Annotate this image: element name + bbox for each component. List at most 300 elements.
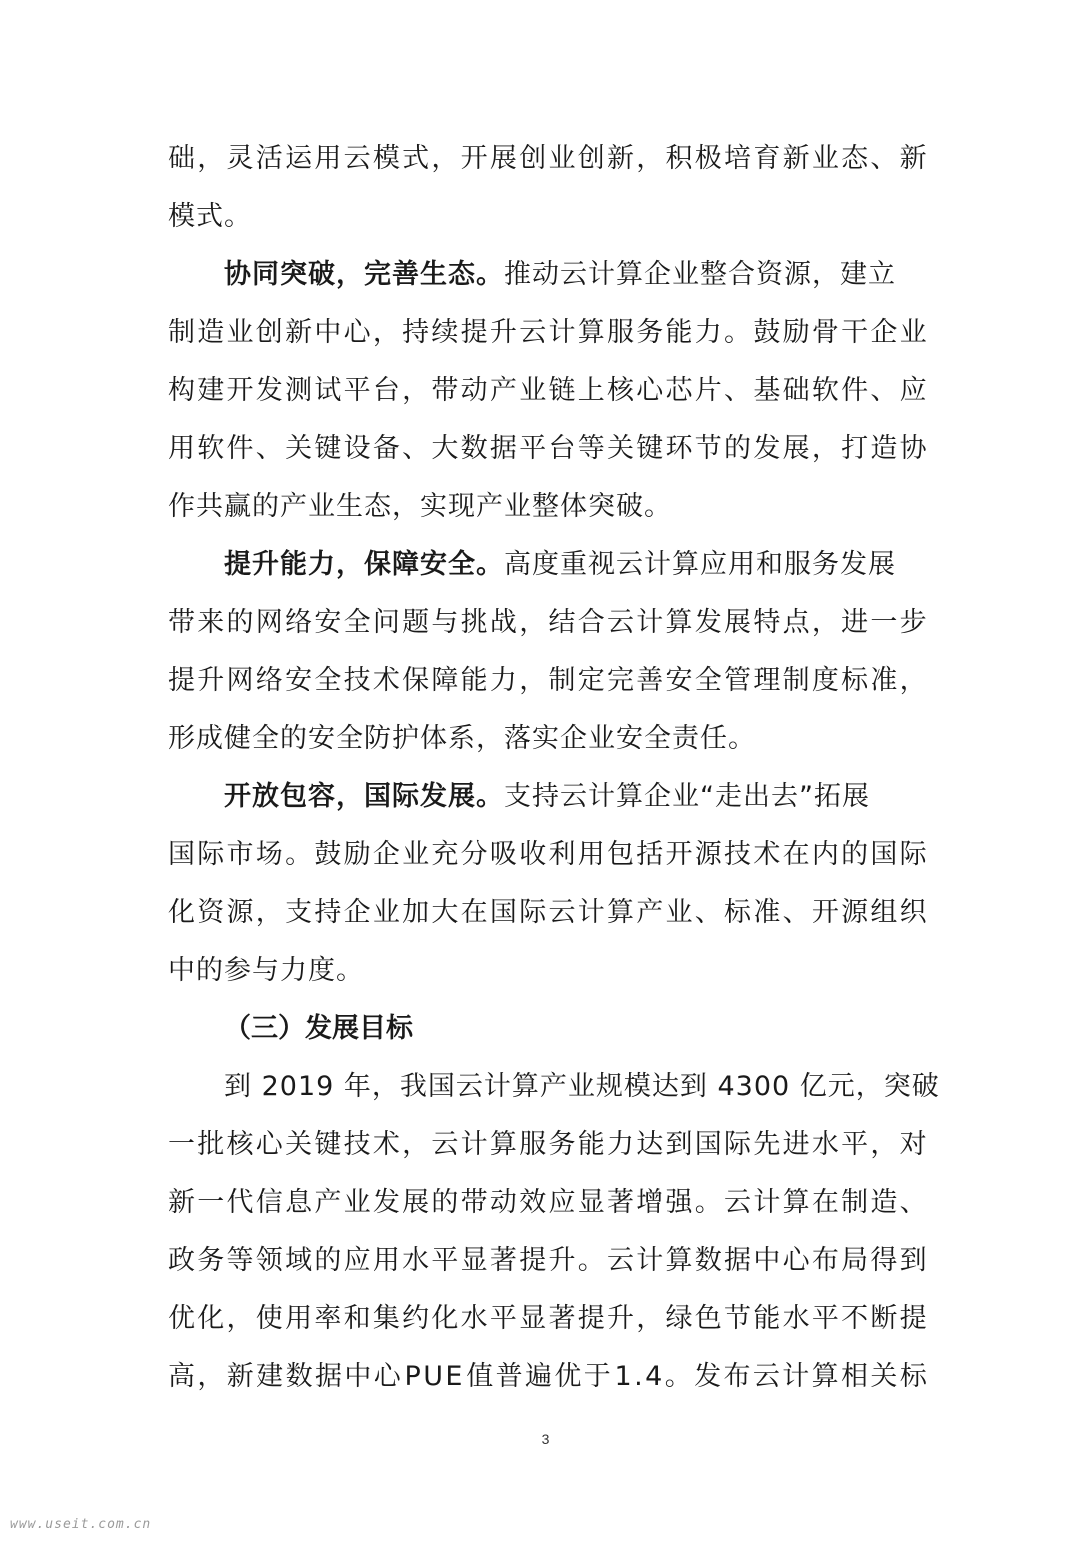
text-char: 准 (753, 897, 782, 928)
text-char: 用 (577, 839, 606, 870)
text-char: 带 (431, 375, 460, 406)
text-char: 值 (466, 1361, 495, 1392)
text-char: 建 (197, 375, 226, 406)
text-char: 鼓 (314, 839, 343, 870)
bold-lead-text: 开放包容，国际发展。 (224, 781, 504, 812)
text-char: 结 (548, 607, 577, 638)
text-char: 计 (782, 1361, 811, 1392)
text-char: 进 (782, 1129, 811, 1160)
text-char: 发 (694, 1361, 723, 1392)
text-char: 安 (285, 665, 314, 696)
text-char: ， (811, 607, 840, 638)
text-run: 高度重视云计算应用和服务发展 (504, 549, 896, 580)
text-char: 高 (168, 1361, 196, 1392)
text-char: 、 (724, 375, 753, 406)
text-char: 效 (519, 1187, 548, 1218)
text-char: 术 (372, 665, 401, 696)
text-char: ， (636, 143, 665, 174)
text-char: 显 (519, 1303, 548, 1334)
paragraph-line (168, 652, 928, 710)
text-char: 链 (548, 375, 577, 406)
text-char: 动 (460, 375, 489, 406)
text-char: 到 (665, 1129, 694, 1160)
paragraph-line (168, 942, 928, 1000)
text-char: ， (899, 665, 928, 696)
text-char: 断 (870, 1303, 899, 1334)
text-char: 术 (372, 1129, 401, 1160)
text-char: 先 (753, 1129, 782, 1160)
text-char: 关 (606, 433, 635, 464)
text-char: 平 (841, 1129, 870, 1160)
paragraph-lead (224, 246, 896, 304)
text-char: 得 (870, 1245, 899, 1276)
text-char: 新 (285, 317, 314, 348)
text-char: 运 (285, 143, 314, 174)
text-char: 、 (782, 897, 811, 928)
text-char: 展 (402, 1187, 431, 1218)
text-char: 件 (841, 375, 870, 406)
text-char: ， (402, 375, 431, 406)
text-char: ， (226, 1303, 255, 1334)
text-char: 上 (577, 375, 606, 406)
text-char: 培 (724, 143, 753, 174)
text-char: 持 (314, 897, 343, 928)
text-char: 。 (724, 317, 753, 348)
text-char: 展 (782, 433, 811, 464)
text-char: 进 (841, 607, 870, 638)
text-char: 升 (606, 1303, 635, 1334)
text-char: 云 (606, 1245, 635, 1276)
text-char: ， (519, 665, 548, 696)
text-char: 优 (168, 1303, 196, 1334)
text-char: 布 (723, 1361, 752, 1392)
text-char: 国 (489, 897, 518, 928)
text-char: 算 (665, 1245, 694, 1276)
text-char: 等 (226, 1245, 255, 1276)
text-char: 点 (782, 607, 811, 638)
text-char: 云 (724, 1187, 753, 1218)
text-char: 计 (548, 317, 577, 348)
text-char: 全 (694, 665, 723, 696)
text-char: 增 (636, 1187, 665, 1218)
text-char: 中 (344, 1361, 373, 1392)
text-char: ， (519, 607, 548, 638)
text-char: 布 (811, 1245, 840, 1276)
text-char: 定 (577, 665, 606, 696)
text-char: 励 (343, 839, 372, 870)
paragraph-line (168, 768, 928, 826)
text-run: 作共赢的产业生态，实现产业整体突破。 (168, 491, 672, 522)
text-char: ， (197, 1361, 226, 1392)
text-char: 络 (285, 607, 314, 638)
paragraph-line (168, 1290, 928, 1348)
text-char: P (404, 1361, 422, 1392)
text-char: 制 (841, 1187, 870, 1218)
text-char: 源 (226, 897, 255, 928)
text-char: 显 (460, 1245, 489, 1276)
text-char: 极 (694, 143, 723, 174)
text-char: 使 (255, 1303, 284, 1334)
text-char: 平 (431, 1245, 460, 1276)
text-char: 应 (548, 1187, 577, 1218)
text-char: 收 (519, 839, 548, 870)
text-char: 绿 (665, 1303, 694, 1334)
text-char: 升 (197, 665, 226, 696)
text-char: 基 (753, 375, 782, 406)
text-char: 数 (694, 1245, 723, 1276)
text-char: 企 (372, 839, 401, 870)
text-char: 善 (636, 665, 665, 696)
text-char: 的 (431, 1187, 460, 1218)
paragraph-line (168, 826, 928, 884)
text-char: 开 (665, 839, 694, 870)
text-char: 展 (489, 143, 518, 174)
text-char: 不 (841, 1303, 870, 1334)
text-char: 一 (870, 607, 899, 638)
text-char: 际 (519, 897, 548, 928)
text-char: 算 (606, 897, 635, 928)
text-char: ， (431, 143, 460, 174)
text-char: 造 (870, 433, 899, 464)
text-char: 建 (256, 1361, 285, 1392)
text-char: 信 (255, 1187, 284, 1218)
text-char: 云 (519, 317, 548, 348)
text-char: 优 (554, 1361, 583, 1392)
text-char: 活 (255, 143, 284, 174)
text-char: 的 (314, 1245, 343, 1276)
text-char: 网 (226, 665, 255, 696)
text-char: 到 (899, 1245, 928, 1276)
text-char: 台 (372, 375, 401, 406)
text-char: 全 (314, 665, 343, 696)
paragraph-lead (224, 536, 896, 594)
paragraph-line (168, 478, 928, 536)
text-char: 的 (841, 839, 870, 870)
text-char: 业 (665, 897, 694, 928)
text-char: 核 (606, 375, 635, 406)
text-char: 服 (519, 1129, 548, 1160)
text-char: 问 (372, 607, 401, 638)
text-char: 安 (314, 607, 343, 638)
text-char: 骨 (811, 317, 840, 348)
text-char: 资 (197, 897, 226, 928)
text-char: 用 (314, 143, 343, 174)
paragraph-line (168, 420, 928, 478)
text-char: 、 (255, 433, 284, 464)
text-char: 、 (899, 1187, 928, 1218)
text-char: 企 (343, 897, 372, 928)
text-char: 中 (314, 317, 343, 348)
text-char: 育 (753, 143, 782, 174)
text-char: ， (636, 1303, 665, 1334)
text-char: 、 (870, 143, 899, 174)
text-char: 模 (372, 143, 401, 174)
text-char: 干 (841, 317, 870, 348)
text-char: 一 (197, 1187, 226, 1218)
text-char: 在 (460, 897, 489, 928)
text-char: 业 (811, 143, 840, 174)
text-char: 算 (489, 1129, 518, 1160)
text-char: 术 (753, 839, 782, 870)
text-char: 升 (548, 1245, 577, 1276)
text-char: 心 (782, 1245, 811, 1276)
text-char: 节 (694, 433, 723, 464)
text-char: 新 (226, 1361, 255, 1392)
text-char: 发 (372, 1187, 401, 1218)
text-char: 全 (343, 607, 372, 638)
text-char: 造 (197, 317, 226, 348)
text-char: 政 (168, 1245, 196, 1276)
text-char: 组 (870, 897, 899, 928)
text-char: 云 (431, 1129, 460, 1160)
text-char: 算 (577, 317, 606, 348)
text-char: 键 (314, 1129, 343, 1160)
text-char: 括 (636, 839, 665, 870)
text-char: 安 (665, 665, 694, 696)
text-char: 制 (168, 317, 196, 348)
text-char: 计 (460, 1129, 489, 1160)
text-char: 制 (782, 665, 811, 696)
text-char: 技 (724, 839, 753, 870)
text-char: 键 (314, 433, 343, 464)
text-char: 务 (636, 317, 665, 348)
text-char: 打 (841, 433, 870, 464)
text-char: 灵 (226, 143, 255, 174)
text-char: 芯 (665, 375, 694, 406)
text-char: 数 (460, 433, 489, 464)
text-char: 算 (665, 607, 694, 638)
text-char: 环 (665, 433, 694, 464)
text-char: 用 (168, 433, 196, 464)
text-char: 心 (636, 375, 665, 406)
text-char: 创 (519, 143, 548, 174)
text-char: 件 (226, 433, 255, 464)
text-char: 提 (577, 1303, 606, 1334)
paragraph-line (168, 1174, 928, 1232)
text-char: 。 (664, 1361, 693, 1392)
text-char: 著 (606, 1187, 635, 1218)
text-char: 技 (343, 1129, 372, 1160)
text-char: 创 (577, 143, 606, 174)
text-char: 水 (460, 1303, 489, 1334)
text-char: 关 (285, 433, 314, 464)
text-char: 产 (489, 375, 518, 406)
text-char: 分 (460, 839, 489, 870)
text-char: 鼓 (753, 317, 782, 348)
text-char: 新 (606, 143, 635, 174)
text-char: 大 (431, 433, 460, 464)
text-char: 局 (841, 1245, 870, 1276)
text-char: 新 (899, 143, 928, 174)
text-char: ， (870, 1129, 899, 1160)
text-char: 力 (694, 317, 723, 348)
text-char: 等 (577, 433, 606, 464)
text-char: 展 (724, 607, 753, 638)
text-char: 服 (606, 317, 635, 348)
text-char: 准 (870, 665, 899, 696)
paragraph-line (168, 1232, 928, 1290)
text-char: 化 (431, 1303, 460, 1334)
text-char: 平 (343, 375, 372, 406)
text-char: 云 (606, 607, 635, 638)
text-char: 提 (899, 1303, 928, 1334)
text-char: 业 (899, 317, 928, 348)
text-char: 键 (636, 433, 665, 464)
text-char: 提 (460, 317, 489, 348)
text-char: 础 (782, 375, 811, 406)
text-char: 4 (645, 1361, 664, 1392)
text-char: 标 (899, 1361, 928, 1392)
paragraph-line (168, 246, 928, 304)
text-char: 场 (255, 839, 284, 870)
text-char: 化 (197, 1303, 226, 1334)
text-char: 平 (519, 433, 548, 464)
text-char: 态 (841, 143, 870, 174)
text-char: 用 (372, 1245, 401, 1276)
text-char: . (634, 1361, 644, 1392)
text-char: 水 (782, 1303, 811, 1334)
paragraph-line (168, 1348, 928, 1406)
text-char: 试 (314, 375, 343, 406)
text-char: 、 (402, 433, 431, 464)
text-char: 算 (811, 1361, 840, 1392)
text-char: 著 (548, 1303, 577, 1334)
text-char: U (423, 1361, 444, 1392)
text-char: 在 (782, 839, 811, 870)
paragraph-line (168, 188, 928, 246)
text-char: 开 (460, 143, 489, 174)
document-body (168, 130, 940, 1406)
text-char: 完 (606, 665, 635, 696)
paragraph-line (168, 1058, 940, 1116)
text-char: 积 (665, 143, 694, 174)
text-char: 特 (753, 607, 782, 638)
text-char: 在 (811, 1187, 840, 1218)
text-char: 技 (343, 665, 372, 696)
text-char: 显 (577, 1187, 606, 1218)
text-char: 产 (314, 1187, 343, 1218)
text-char: 网 (255, 607, 284, 638)
text-char: 务 (197, 1245, 226, 1276)
text-char: 中 (753, 1245, 782, 1276)
text-run: 到 2019 年，我国云计算产业规模达到 4300 亿元，突破 (224, 1071, 940, 1102)
text-char: 率 (314, 1303, 343, 1334)
text-char: 际 (899, 839, 928, 870)
bold-lead-text: 提升能力，保障安全。 (224, 549, 504, 580)
text-char: 著 (489, 1245, 518, 1276)
text-char: 发 (694, 607, 723, 638)
text-char: 度 (811, 665, 840, 696)
text-char: 国 (870, 839, 899, 870)
text-char: 备 (372, 433, 401, 464)
text-char: 国 (168, 839, 196, 870)
text-char: 业 (343, 1187, 372, 1218)
text-char: 络 (255, 665, 284, 696)
text-char: 心 (373, 1361, 402, 1392)
text-char: 际 (197, 839, 226, 870)
text-char: E (445, 1361, 464, 1392)
text-char: 业 (548, 143, 577, 174)
text-char: 代 (226, 1187, 255, 1218)
text-char: 约 (402, 1303, 431, 1334)
text-char: 对 (899, 1129, 928, 1160)
text-char: 普 (495, 1361, 524, 1392)
text-char: 。 (694, 1187, 723, 1218)
text-char: 续 (431, 317, 460, 348)
paragraph-line (168, 594, 928, 652)
text-char: 、 (694, 897, 723, 928)
text-char: 动 (489, 1187, 518, 1218)
text-char: ， (811, 433, 840, 464)
text-char: 新 (168, 1187, 196, 1218)
text-char: 战 (489, 607, 518, 638)
text-run: 中的参与力度。 (168, 955, 364, 986)
text-char: 设 (343, 433, 372, 464)
text-char: 式 (402, 143, 431, 174)
page-number: 3 (541, 1431, 550, 1447)
text-char: 能 (753, 1303, 782, 1334)
text-char: 云 (548, 897, 577, 928)
text-char: 来 (197, 607, 226, 638)
text-char: 于 (583, 1361, 612, 1392)
text-char: 源 (841, 897, 870, 928)
text-char: 集 (372, 1303, 401, 1334)
text-char: 用 (285, 1303, 314, 1334)
text-char: 据 (724, 1245, 753, 1276)
text-char: 业 (519, 375, 548, 406)
paragraph-line (168, 1116, 928, 1174)
text-char: 关 (870, 1361, 899, 1392)
paragraph-line (168, 710, 928, 768)
text-char: 强 (665, 1187, 694, 1218)
text-char: 业 (372, 897, 401, 928)
text-char: 国 (694, 1129, 723, 1160)
text-char: 市 (226, 839, 255, 870)
text-char: 题 (402, 607, 431, 638)
text-char: 能 (577, 1129, 606, 1160)
text-char: ， (255, 897, 284, 928)
text-char: 域 (285, 1245, 314, 1276)
text-char: 制 (548, 665, 577, 696)
text-char: 持 (402, 317, 431, 348)
text-run: 推动云计算企业整合资源，建立 (504, 259, 896, 290)
text-char: 力 (606, 1129, 635, 1160)
text-char: 吸 (489, 839, 518, 870)
text-char: 业 (226, 317, 255, 348)
text-char: 化 (168, 897, 196, 928)
text-char: 理 (753, 665, 782, 696)
text-char: 合 (577, 607, 606, 638)
text-char: 标 (841, 665, 870, 696)
text-char: 平 (489, 1303, 518, 1334)
text-char: 计 (577, 897, 606, 928)
text-char: 新 (782, 143, 811, 174)
text-char: 达 (636, 1129, 665, 1160)
text-run: 形成健全的安全防护体系，落实企业安全责任。 (168, 723, 756, 754)
text-char: 节 (724, 1303, 753, 1334)
text-char: 计 (636, 607, 665, 638)
text-char: ， (372, 317, 401, 348)
text-char: 水 (402, 1245, 431, 1276)
text-char: 提 (168, 665, 196, 696)
paragraph-line (168, 884, 928, 942)
text-char: 开 (811, 897, 840, 928)
text-char: 云 (343, 143, 372, 174)
text-char: 障 (431, 665, 460, 696)
text-char: 业 (402, 839, 431, 870)
text-char: 协 (899, 433, 928, 464)
text-char: 构 (168, 375, 196, 406)
